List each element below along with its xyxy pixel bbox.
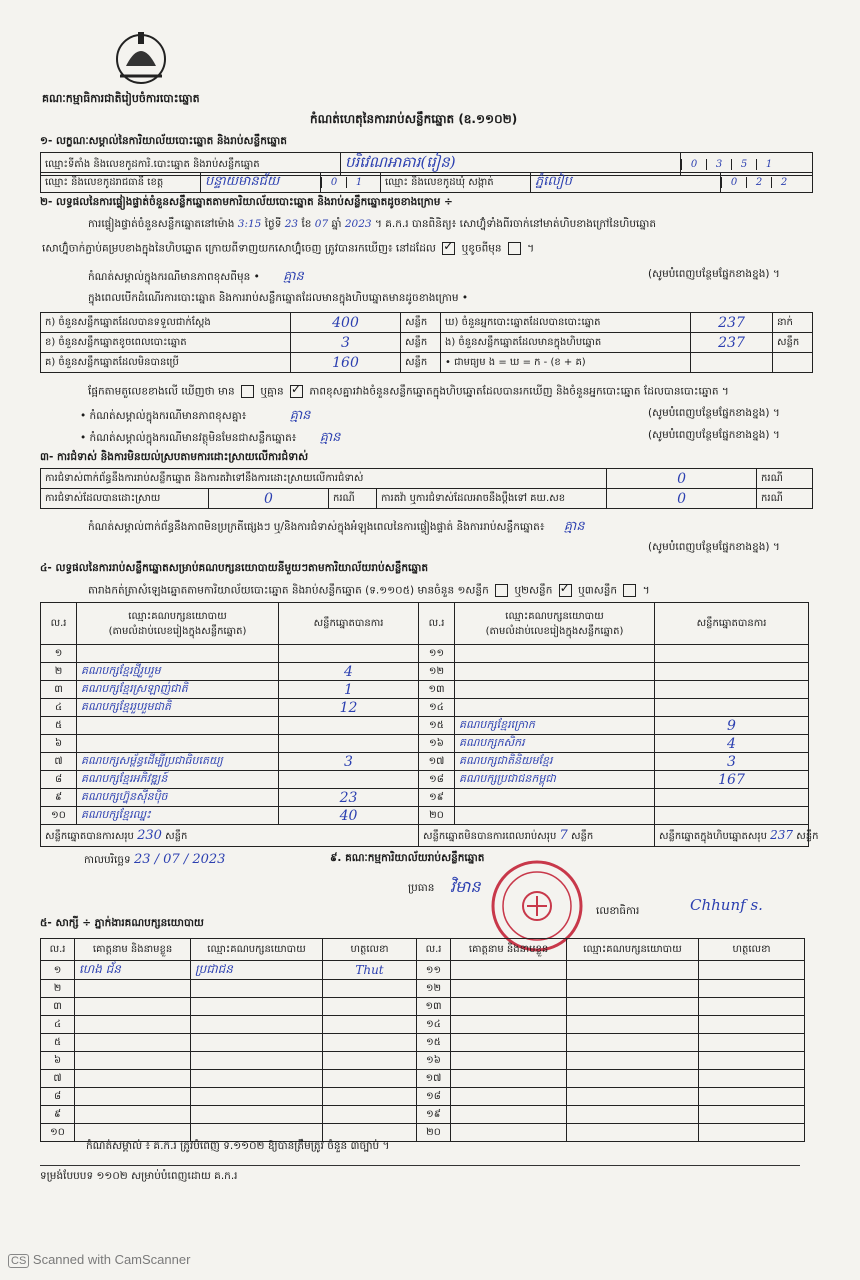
witness-party <box>567 1016 699 1034</box>
witness-name <box>75 1016 191 1034</box>
witness-no: ២ <box>41 980 75 998</box>
witness-party <box>191 1034 323 1052</box>
vote-party: គណបក្សខ្មែរថ្មីរួបរួម <box>77 663 279 681</box>
bullet1-hint: (សូមបំពេញបន្ថែមផ្នែកខាងខ្នង) ។ <box>648 407 780 419</box>
vote-party <box>455 807 655 825</box>
bullet1: • កំណត់សម្គាល់ក្នុងករណីមានភាពខុសគ្នា៖ គ្មាន <box>80 408 311 423</box>
count-table <box>40 312 813 373</box>
count-right-value: 237 <box>691 313 773 333</box>
col-votes-left: សន្លឹកឆ្នោតបានការ <box>279 603 419 645</box>
witness-sign <box>699 961 805 980</box>
vote-no: ២ <box>41 663 77 681</box>
vote-no: ៧ <box>41 753 77 771</box>
witness-name <box>75 1088 191 1106</box>
vote-count <box>655 645 809 663</box>
witness-no: ១ <box>41 961 75 980</box>
vote-party: គណបក្សសម្ព័ន្ធដើម្បីប្រជាធិបតេយ្យ <box>77 753 279 771</box>
objection-table <box>40 468 813 509</box>
count-left-value: 160 <box>291 353 401 373</box>
witness-no: ៧ <box>41 1070 75 1088</box>
witness-no: ១៨ <box>417 1088 451 1106</box>
vote-no: ១៥ <box>419 717 455 735</box>
vote-party <box>455 645 655 663</box>
vote-count <box>655 663 809 681</box>
witness-sign <box>699 1106 805 1124</box>
vote-count <box>655 681 809 699</box>
witness-row <box>41 961 805 980</box>
vote-count <box>655 699 809 717</box>
vote-no: ៩ <box>41 789 77 807</box>
witness-col-party: ឈ្មោះគណបក្សនយោបាយ <box>191 939 323 961</box>
vote-row <box>41 753 809 771</box>
vote-no: ៨ <box>41 771 77 789</box>
vote-row <box>41 807 809 825</box>
count-left-label: ក) ចំនួនសន្លឹកឆ្នោតដែលបានទទួលជាក់ស្តែង <box>41 313 291 333</box>
witness-sign <box>699 1088 805 1106</box>
total-box: សន្លឹកឆ្នោតក្នុងហិបឆ្នោតសរុប 237 សន្លឹក <box>655 825 809 847</box>
vote-row <box>41 735 809 753</box>
vote-row <box>41 663 809 681</box>
chair-label: ប្រធាន <box>408 882 435 894</box>
vote-count: 4 <box>279 663 419 681</box>
appeal-label: ការតវ៉ា ឬការជំទាស់ដែលអាចនឹងប្តឹងទៅ គឃ.សខ <box>377 489 607 509</box>
witness-sign <box>323 1124 417 1142</box>
witness-party <box>191 1106 323 1124</box>
three-sheets-checkbox[interactable] <box>623 584 636 597</box>
emblem-icon <box>112 26 170 88</box>
witness-sign <box>323 1034 417 1052</box>
witness-party <box>191 980 323 998</box>
chair-signature: វិមាន <box>450 877 481 896</box>
compare-line: ផ្អែកតាមតួលេខខាងលើ ឃើញថា មាន ឬគ្មាន ✓ ភាពខុសគ្នារវាងចំនួនសន្លឹកឆ្នោតក្នុងហិបឆ្នោតដែលបានរកឃើញ និងចំនួនអ្នកបោះឆ្នោត ដែលបានបោះឆ្នោត ។ <box>88 385 729 401</box>
vote-count <box>655 807 809 825</box>
votes-table <box>40 602 819 847</box>
witness-name <box>451 1088 567 1106</box>
vote-row <box>41 789 809 807</box>
count-row <box>41 313 813 333</box>
vote-no: ២០ <box>419 807 455 825</box>
vote-party <box>455 663 655 681</box>
witness-no: ៦ <box>41 1052 75 1070</box>
location-code: 0 3 5 1 <box>681 153 813 176</box>
vote-no: ១៦ <box>419 735 455 753</box>
witness-party <box>191 1016 323 1034</box>
vote-party <box>455 699 655 717</box>
vote-no: ១១ <box>419 645 455 663</box>
witness-party <box>567 961 699 980</box>
count-right-unit <box>773 353 813 373</box>
count-left-unit: សន្លឹក <box>401 313 441 333</box>
col-no-left: ល.រ <box>41 603 77 645</box>
objection-value: 0 <box>607 469 757 489</box>
witness-party <box>191 1052 323 1070</box>
witness-no: ៤ <box>41 1016 75 1034</box>
note-line: កំណត់សម្គាល់ក្នុងករណីមានភាពខុសពីមុន • គ្មាន <box>88 269 304 284</box>
sheet-count-line: តារាងកត់ត្រាសំឡេងឆ្នោតតាមការិយាល័យបោះឆ្នោត និងរាប់សន្លឹកឆ្នោត (ទ.១១០៥) មានចំនួន ១សន្លឹក ឬ២សន្លឹក ✓ ឬ៣សន្លឹក ។ <box>88 584 650 600</box>
witness-name <box>451 1016 567 1034</box>
vote-count: 167 <box>655 771 809 789</box>
witness-party <box>567 1124 699 1142</box>
vote-party <box>77 645 279 663</box>
vote-party: គណបក្សប្រជាជនកម្ពុជា <box>455 771 655 789</box>
vote-party: គណបក្សខ្មែរស្រឡាញ់ជាតិ <box>77 681 279 699</box>
witness-row <box>41 998 805 1016</box>
resolved-label: ការជំទាស់ដែលបានដោះស្រាយ <box>41 489 209 509</box>
witness-name <box>75 1034 191 1052</box>
witness-sign <box>699 1034 805 1052</box>
witness-no: ១១ <box>417 961 451 980</box>
vote-party <box>77 717 279 735</box>
vote-no: ១០ <box>41 807 77 825</box>
witness-no: ៣ <box>41 998 75 1016</box>
witness-table <box>40 938 805 1142</box>
count-left-value: 3 <box>291 333 401 353</box>
witness-sign <box>323 1088 417 1106</box>
witness-sign <box>323 1106 417 1124</box>
witness-party <box>191 1070 323 1088</box>
witness-party <box>567 1106 699 1124</box>
count-row <box>41 333 813 353</box>
witness-no: ២០ <box>417 1124 451 1142</box>
witness-sign <box>323 980 417 998</box>
vote-count: 12 <box>279 699 419 717</box>
witness-col-name-2: គោត្តនាម និងនាមខ្លួន <box>451 939 567 961</box>
witness-name <box>451 980 567 998</box>
witness-sign <box>323 1016 417 1034</box>
appeal-unit: ករណី <box>757 489 813 509</box>
witness-name <box>451 961 567 980</box>
witness-sign <box>699 1124 805 1142</box>
witness-sign <box>699 980 805 998</box>
section3-hint: (សូមបំពេញបន្ថែមផ្នែកខាងខ្នង) ។ <box>648 541 780 553</box>
commune-code: 0 2 2 <box>721 173 813 193</box>
scanner-watermark: CS Scanned with CamScanner <box>8 1252 190 1268</box>
witness-name <box>451 998 567 1016</box>
witness-col-no-2: ល.រ <box>417 939 451 961</box>
org-name: គណៈកម្មាធិការជាតិរៀបចំការបោះឆ្នោត <box>42 92 200 105</box>
witness-col-name: គោត្តនាម និងនាមខ្លួន <box>75 939 191 961</box>
form-title: កំណត់ហេតុនៃការរាប់សន្លឹកឆ្នោត (ឧ.១១០២) <box>310 112 518 126</box>
count-right-label: ឃ) ចំនួនអ្នកបោះឆ្នោតដែលបានបោះឆ្នោត <box>441 313 691 333</box>
vote-no: ១២ <box>419 663 455 681</box>
witness-sign <box>699 998 805 1016</box>
count-right-label: ង) ចំនួនសន្លឹកឆ្នោតដែលមានក្នុងហិបឆ្នោត <box>441 333 691 353</box>
vote-count <box>279 717 419 735</box>
col-votes-right: សន្លឹកឆ្នោតបានការ <box>655 603 809 645</box>
witness-col-sign: ហត្ថលេខា <box>323 939 417 961</box>
witness-no: ១៣ <box>417 998 451 1016</box>
witness-col-party-2: ឈ្មោះគណបក្សនយោបាយ <box>567 939 699 961</box>
resolved-value: 0 <box>209 489 329 509</box>
vote-party: គណបក្សហ្វ៊ុនស៊ីនប៉ិច <box>77 789 279 807</box>
witness-sign <box>323 1070 417 1088</box>
count-right-unit: សន្លឹក <box>773 333 813 353</box>
commune-label: ឈ្មោះ និងលេខកូដឃុំ សង្កាត់ <box>381 173 531 193</box>
objection-unit: ករណី <box>757 469 813 489</box>
section3-heading: ៣- ការជំទាស់ និងការមិនយល់ស្របតាមការដោះស្រាយលើការជំទាស់ <box>40 451 309 463</box>
footer-divider <box>40 1165 800 1166</box>
witness-row <box>41 1016 805 1034</box>
witness-name <box>451 1106 567 1124</box>
witness-party <box>567 1052 699 1070</box>
count-right-value <box>691 353 773 373</box>
appeal-value: 0 <box>607 489 757 509</box>
objection-label: ការជំទាស់ពាក់ព័ន្ធនឹងការរាប់សន្លឹកឆ្នោត និងការតវ៉ាទៅនឹងការដោះស្រាយលើការជំទាស់ <box>41 469 607 489</box>
witness-party <box>191 1124 323 1142</box>
content-intro: ក្នុងពេលបើកដំណើរការបោះឆ្នោត និងការរាប់សន្លឹកឆ្នោតដែលមានក្នុងហិបឆ្នោតមានដូចខាងក្រោម • <box>88 292 469 304</box>
vote-no: ៦ <box>41 735 77 753</box>
vote-row <box>41 771 809 789</box>
vote-party: គណបក្សកសិករ <box>455 735 655 753</box>
vote-no: ១៣ <box>419 681 455 699</box>
col-no-right: ល.រ <box>419 603 455 645</box>
bullet2-hint: (សូមបំពេញបន្ថែមផ្នែកខាងខ្នង) ។ <box>648 429 780 441</box>
witness-party <box>191 998 323 1016</box>
witness-party <box>567 1034 699 1052</box>
vote-party: គណបក្សខ្មែររួបរួមជាតិ <box>77 699 279 717</box>
witness-name <box>75 1106 191 1124</box>
count-left-unit: សន្លឹក <box>401 333 441 353</box>
vote-no: ១៤ <box>419 699 455 717</box>
location-label: ឈ្មោះទីតាំង និងលេខកូដការិ.បោះឆ្នោត និងរាប់សន្លឹកឆ្នោត <box>41 153 341 176</box>
witness-no: ៩ <box>41 1106 75 1124</box>
seal-intact-checkbox[interactable] <box>442 242 455 255</box>
witness-no: ១៥ <box>417 1034 451 1052</box>
witness-name <box>75 1070 191 1088</box>
vote-no: ១៨ <box>419 771 455 789</box>
witness-row <box>41 1088 805 1106</box>
col-party-right: ឈ្មោះគណបក្សនយោបាយ (តាមលំដាប់លេខរៀងក្នុងសន្លឹកឆ្នោត) <box>455 603 655 645</box>
two-sheets-checkbox[interactable] <box>559 584 572 597</box>
note-hint: (សូមបំពេញបន្ថែមផ្នែកខាងខ្នង) ។ <box>648 268 780 280</box>
count-right-unit: នាក់ <box>773 313 813 333</box>
witness-no: ៥ <box>41 1034 75 1052</box>
section2-heading: ២- លទ្ធផលនៃការផ្ទៀងផ្ទាត់ចំនួនសន្លឹកឆ្នោតតាមការិយាល័យបោះឆ្នោត និងរាប់សន្លឹកឆ្នោតដូចខាងក្រោម ÷ <box>40 196 453 208</box>
vote-count: 3 <box>279 753 419 771</box>
vote-no: ១ <box>41 645 77 663</box>
vote-party: គណបក្សខ្មែរឈ្នះ <box>77 807 279 825</box>
vote-party: គណបក្សជាតិនិយមខ្មែរ <box>455 753 655 771</box>
province-table <box>40 172 813 193</box>
witness-name <box>75 1124 191 1142</box>
witness-party <box>567 980 699 998</box>
witness-name <box>75 998 191 1016</box>
no-difference-checkbox[interactable] <box>290 385 303 398</box>
count-right-value: 237 <box>691 333 773 353</box>
section4-heading: ៤- លទ្ធផលនៃការរាប់សន្លឹកឆ្នោតសម្រាប់គណបក្សនយោបាយនីមួយៗតាមការិយាល័យរាប់សន្លឹកឆ្នោត <box>40 562 429 574</box>
vote-party <box>77 735 279 753</box>
date-line: កាលបរិច្ឆេទ 23 / 07 / 2023 <box>84 852 226 867</box>
vote-count: 40 <box>279 807 419 825</box>
witness-col-sign-2: ហត្ថលេខា <box>699 939 805 961</box>
province-value: បន្ទាយមានជ័យ <box>201 173 321 193</box>
witness-row <box>41 1034 805 1052</box>
witness-sign <box>699 1052 805 1070</box>
witness-name <box>451 1034 567 1052</box>
vote-row <box>41 699 809 717</box>
witness-row <box>41 980 805 998</box>
vote-count: 1 <box>279 681 419 699</box>
vote-no: ១៧ <box>419 753 455 771</box>
count-row <box>41 353 813 373</box>
vote-no: ១៩ <box>419 789 455 807</box>
witness-name <box>75 980 191 998</box>
witness-no: ១៩ <box>417 1106 451 1124</box>
section3-note: កំណត់សម្គាល់ពាក់ព័ន្ធនឹងភាពមិនប្រក្រតីផ្សេងៗ ឬ/និងការជំទាស់ក្នុងអំឡុងពេលនៃការផ្ទៀងផ្ទាត់ និងការរាប់សន្លឹកឆ្នោត៖ គ្មាន <box>88 519 585 534</box>
verify-line: ការផ្ទៀងផ្ទាត់ចំនួនសន្លឹកឆ្នោតនៅម៉ោង 3:15 ថ្ងៃទី 23 ខែ 07 ឆ្នាំ 2023 ។ គ.ក.រ បានពិនិត្យ៖ សោហ្វ៊ុំទាំងពីរចាក់នៅមាត់ហិបខាងក្រៅនៃហិបឆ្នោត <box>88 218 657 230</box>
total-invalid: សន្លឹកឆ្នោតមិនបានការពេលរាប់សរុប 7 សន្លឹក <box>419 825 655 847</box>
witness-no: ១២ <box>417 980 451 998</box>
secretary-signature: Chhunf s. <box>690 896 763 914</box>
location-value: បរិវេណអាគារ(រៀន) <box>341 153 681 176</box>
vote-count: 9 <box>655 717 809 735</box>
vote-count <box>279 771 419 789</box>
section1-heading: ១- លក្ខណៈសម្គាល់នៃការិយាល័យបោះឆ្នោត និងរាប់សន្លឹកឆ្នោត <box>40 135 287 147</box>
vote-count: 4 <box>655 735 809 753</box>
has-difference-checkbox[interactable] <box>241 385 254 398</box>
vote-no: ៥ <box>41 717 77 735</box>
vote-no: ៤ <box>41 699 77 717</box>
witness-row <box>41 1106 805 1124</box>
vote-count: 3 <box>655 753 809 771</box>
vote-count <box>655 789 809 807</box>
col-party-left: ឈ្មោះគណបក្សនយោបាយ (តាមលំដាប់លេខរៀងក្នុងសន្លឹកឆ្នោត) <box>77 603 279 645</box>
witness-party <box>191 1088 323 1106</box>
bullet2: • កំណត់សម្គាល់ក្នុងករណីមានវត្ថុមិនមែនជាសន្លឹកឆ្នោត៖ គ្មាន <box>80 430 341 445</box>
witness-party <box>567 998 699 1016</box>
witness-no: ១៤ <box>417 1016 451 1034</box>
camscanner-logo-icon: CS <box>8 1254 29 1268</box>
footnote: កំណត់សម្គាល់ ៖ គ.ក.រ ត្រូវបំពេញ ទ.១១០២ ឱ្យបានត្រឹមត្រូវ ចំនួន ៣ច្បាប់ ។ <box>86 1140 390 1152</box>
vote-count <box>279 645 419 663</box>
vote-row <box>41 717 809 735</box>
vote-count <box>279 735 419 753</box>
witness-name <box>451 1052 567 1070</box>
footer-text: ទម្រង់បែបបទ ១១០២ សម្រាប់បំពេញដោយ គ.ក.រ <box>40 1170 238 1182</box>
vote-row <box>41 645 809 663</box>
witness-no: ១៦ <box>417 1052 451 1070</box>
witness-name <box>451 1124 567 1142</box>
witness-name <box>75 1052 191 1070</box>
witness-name: ហេង ជ័ន <box>75 961 191 980</box>
witness-party: ប្រជាជន <box>191 961 323 980</box>
province-label: ឈ្មោះ និងលេខកូដរាជធានី ខេត្ត <box>41 173 201 193</box>
vote-party <box>455 789 655 807</box>
witness-row <box>41 1070 805 1088</box>
vote-party: គណបក្សខ្មែរក្រោក <box>455 717 655 735</box>
count-left-unit: សន្លឹក <box>401 353 441 373</box>
commune-value: ភ្នំលៀប <box>531 173 721 193</box>
section5-heading: ៥- សាក្សី ÷ ភ្នាក់ងារគណបក្សនយោបាយ <box>40 917 204 929</box>
one-sheet-checkbox[interactable] <box>495 584 508 597</box>
witness-sign <box>699 1070 805 1088</box>
vote-party: គណបក្សខ្មែរអភិវឌ្ឍន៍ <box>77 771 279 789</box>
witness-sign <box>323 1052 417 1070</box>
seal-line: សោហ្វ៊ុំចាក់ភ្ជាប់គម្របខាងក្នុងនៃហិបឆ្នោត ក្រោយពីទាញយកសោហ្វ៊ុំចេញ ត្រូវបានរកឃើញ៖ នៅដដែល ✓ ឬខូចពីមុន ។ <box>42 242 534 258</box>
count-left-label: គ) ចំនួនសន្លឹកឆ្នោតដែលមិនបានប្រើ <box>41 353 291 373</box>
witness-sign <box>699 1016 805 1034</box>
count-left-label: ខ) ចំនួនសន្លឹកឆ្នោតខូចពេលបោះឆ្នោត <box>41 333 291 353</box>
count-right-label: • ជាមធ្យម ង = ឃ = ក - (ខ + គ) <box>441 353 691 373</box>
witness-sign: Thut <box>323 961 417 980</box>
province-code: 0 1 <box>321 173 381 193</box>
committee-title: ៩. គណៈកម្មការិយាល័យរាប់សន្លឹកឆ្នោត <box>330 852 485 864</box>
witness-party <box>567 1088 699 1106</box>
witness-col-no: ល.រ <box>41 939 75 961</box>
witness-no: ១៧ <box>417 1070 451 1088</box>
witness-party <box>567 1070 699 1088</box>
witness-row <box>41 1124 805 1142</box>
witness-row <box>41 1052 805 1070</box>
vote-count: 23 <box>279 789 419 807</box>
total-valid: សន្លឹកឆ្នោតបានការសរុប 230 សន្លឹក <box>41 825 419 847</box>
witness-sign <box>323 998 417 1016</box>
seal-broken-checkbox[interactable] <box>508 242 521 255</box>
secretary-label: លេខាធិការ <box>596 905 640 917</box>
witness-name <box>451 1070 567 1088</box>
witness-no: ៨ <box>41 1088 75 1106</box>
vote-party <box>455 681 655 699</box>
count-left-value: 400 <box>291 313 401 333</box>
witness-no: ១០ <box>41 1124 75 1142</box>
resolved-unit: ករណី <box>329 489 377 509</box>
vote-row <box>41 681 809 699</box>
vote-no: ៣ <box>41 681 77 699</box>
